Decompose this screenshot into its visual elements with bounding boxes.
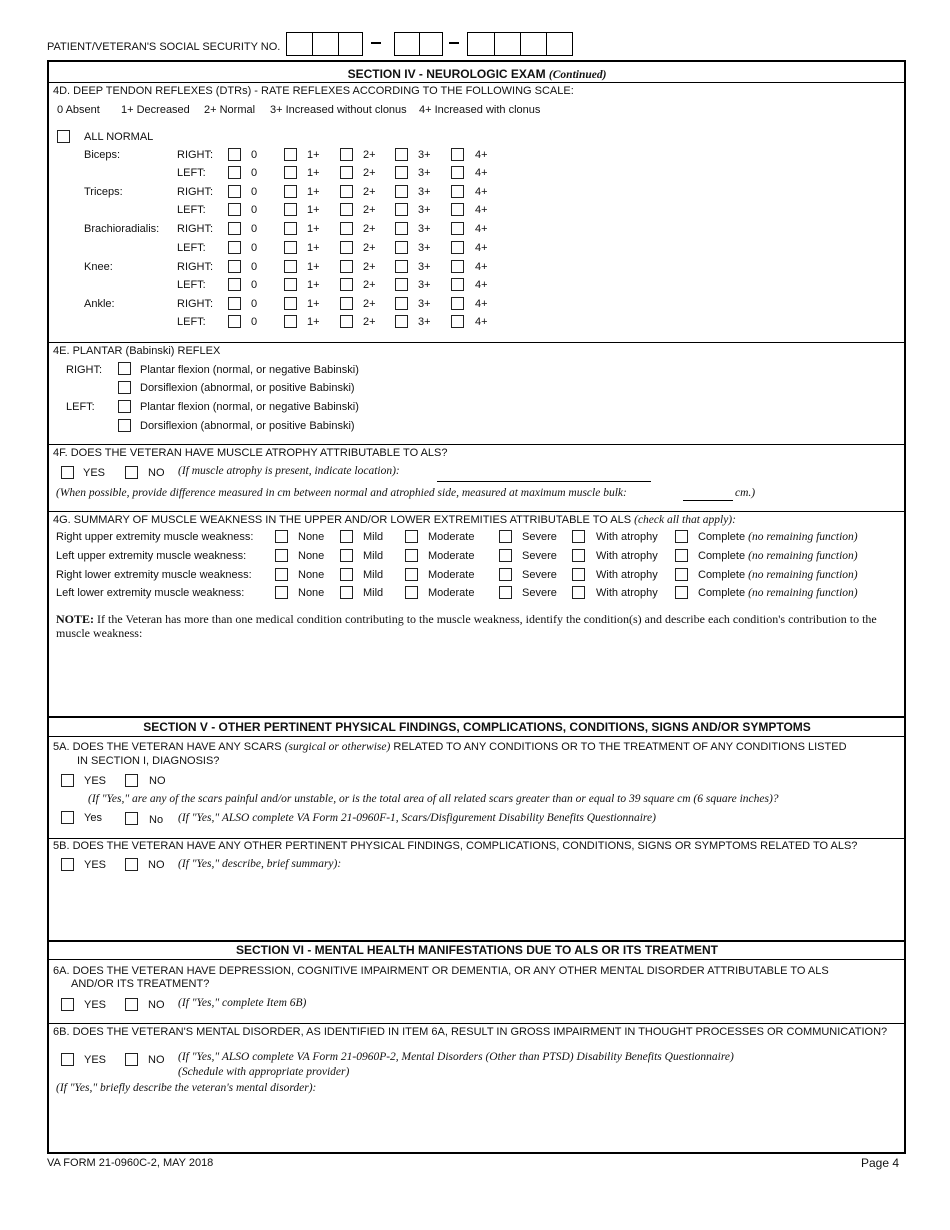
- grade-label: 1+: [307, 316, 320, 328]
- weakness-row-label-left-upper: Left upper extremity muscle weakness:: [56, 550, 247, 562]
- side-label-right: RIGHT:: [177, 149, 214, 161]
- left-lower-severe-checkbox[interactable]: [499, 586, 512, 599]
- all-normal-label: ALL NORMAL: [84, 131, 154, 143]
- grade-label: 2+: [363, 242, 376, 254]
- atrophy-location-field[interactable]: [437, 481, 651, 482]
- weakness-option-label: Moderate: [428, 587, 475, 599]
- grade-label: 1+: [307, 204, 320, 216]
- biceps-right-grade-3-checkbox[interactable]: [395, 148, 408, 161]
- grade-label: 2+: [363, 167, 376, 179]
- triceps-left-grade-2-checkbox[interactable]: [340, 203, 353, 216]
- ankle-left-grade-2-checkbox[interactable]: [340, 315, 353, 328]
- left-upper-severe-checkbox[interactable]: [499, 549, 512, 562]
- scars-no-label: NO: [149, 775, 166, 787]
- weakness-question: 4G. SUMMARY OF MUSCLE WEAKNESS IN THE UPPER AND/OR LOWER EXTREMITIES ATTRIBUTABLE TO ALS (check all that apply):: [53, 514, 736, 526]
- weakness-row-label-right-upper: Right upper extremity muscle weakness:: [56, 531, 254, 543]
- brachioradialis-left-grade-2-checkbox[interactable]: [340, 241, 353, 254]
- biceps-left-grade-1-checkbox[interactable]: [284, 166, 297, 179]
- knee-left-grade-4-checkbox[interactable]: [451, 278, 464, 291]
- grade-label: 1+: [307, 298, 320, 310]
- other-findings-note: (If "Yes," describe, brief summary):: [178, 858, 342, 870]
- plantar-right-flexion-checkbox[interactable]: [118, 362, 131, 375]
- weakness-option-label: Severe: [522, 531, 557, 543]
- grade-label: 0: [251, 242, 258, 254]
- knee-left-grade-1-checkbox[interactable]: [284, 278, 297, 291]
- weakness-note: NOTE: If the Veteran has more than one medical condition contributing to the muscle weakness, identify the condition(s) and describe each condition's contribution to the muscle weakness:: [56, 612, 877, 640]
- scars-yes-checkbox[interactable]: [61, 774, 74, 787]
- grade-label: 4+: [475, 204, 488, 216]
- triceps-right-grade-3-checkbox[interactable]: [395, 185, 408, 198]
- reflex-label-ankle: Ankle:: [84, 298, 115, 310]
- triceps-left-grade-3-checkbox[interactable]: [395, 203, 408, 216]
- left-upper-none-checkbox[interactable]: [275, 549, 288, 562]
- grade-label: 2+: [363, 298, 376, 310]
- complete-note: (no remaining function): [748, 569, 858, 581]
- section-4-title: SECTION IV - NEUROLOGIC EXAM (Continued): [347, 67, 607, 81]
- right-lower-none-checkbox[interactable]: [275, 568, 288, 581]
- plantar-question: 4E. PLANTAR (Babinski) REFLEX: [53, 345, 221, 357]
- left-lower-complete-checkbox[interactable]: [675, 586, 688, 599]
- left-upper-complete-checkbox[interactable]: [675, 549, 688, 562]
- brachioradialis-right-grade-2-checkbox[interactable]: [340, 222, 353, 235]
- weakness-option-label: Severe: [522, 587, 557, 599]
- weakness-option-label: Mild: [363, 587, 384, 599]
- side-label-right: RIGHT:: [177, 261, 214, 273]
- atrophy-location-note: (If muscle atrophy is present, indicate location):: [178, 465, 400, 477]
- left-upper-moderate-checkbox[interactable]: [405, 549, 418, 562]
- left-lower-moderate-checkbox[interactable]: [405, 586, 418, 599]
- triceps-left-grade-4-checkbox[interactable]: [451, 203, 464, 216]
- right-upper-with-atrophy-checkbox[interactable]: [572, 530, 585, 543]
- biceps-left-grade-2-checkbox[interactable]: [340, 166, 353, 179]
- page-number: Page 4: [861, 1156, 900, 1170]
- ankle-left-grade-4-checkbox[interactable]: [451, 315, 464, 328]
- ankle-left-grade-0-checkbox[interactable]: [228, 315, 241, 328]
- knee-left-grade-3-checkbox[interactable]: [395, 278, 408, 291]
- grade-label: 3+: [418, 279, 431, 291]
- weakness-option-label: Moderate: [428, 569, 475, 581]
- reflex-label-biceps: Biceps:: [84, 149, 121, 161]
- left-lower-with-atrophy-checkbox[interactable]: [572, 586, 585, 599]
- grade-label: 3+: [418, 298, 431, 310]
- ssn-part2-field[interactable]: [394, 32, 443, 56]
- mental-note: (If "Yes," complete Item 6B): [178, 997, 307, 1009]
- knee-right-grade-1-checkbox[interactable]: [284, 260, 297, 273]
- ankle-left-grade-1-checkbox[interactable]: [284, 315, 297, 328]
- ankle-right-grade-2-checkbox[interactable]: [340, 297, 353, 310]
- right-lower-severe-checkbox[interactable]: [499, 568, 512, 581]
- scars-painful-yes-label: Yes: [84, 812, 102, 824]
- right-upper-mild-checkbox[interactable]: [340, 530, 353, 543]
- side-label-left: LEFT:: [177, 242, 206, 254]
- triceps-left-grade-0-checkbox[interactable]: [228, 203, 241, 216]
- grade-label: 1+: [307, 242, 320, 254]
- weakness-option-label: Severe: [522, 569, 557, 581]
- grade-label: 1+: [307, 279, 320, 291]
- scars-form-note: (If "Yes," ALSO complete VA Form 21-0960F-1, Scars/Disfigurement Disability Benefits Questionnaire): [178, 812, 656, 824]
- grade-label: 2+: [363, 261, 376, 273]
- plantar-right-flexion-label: Plantar flexion (normal, or negative Babinski): [140, 364, 359, 376]
- grade-label: 0: [251, 167, 258, 179]
- grade-label: 1+: [307, 261, 320, 273]
- grade-label: 3+: [418, 261, 431, 273]
- left-upper-mild-checkbox[interactable]: [340, 549, 353, 562]
- plantar-right-dorsiflexion-checkbox[interactable]: [118, 381, 131, 394]
- knee-right-grade-0-checkbox[interactable]: [228, 260, 241, 273]
- grade-label: 4+: [475, 316, 488, 328]
- right-upper-none-checkbox[interactable]: [275, 530, 288, 543]
- ssn-part3-field[interactable]: [467, 32, 573, 56]
- grade-label: 3+: [418, 167, 431, 179]
- brachioradialis-left-grade-4-checkbox[interactable]: [451, 241, 464, 254]
- side-label-left: LEFT:: [177, 316, 206, 328]
- side-label-right: RIGHT:: [177, 186, 214, 198]
- biceps-left-grade-4-checkbox[interactable]: [451, 166, 464, 179]
- scars-question: 5A. DOES THE VETERAN HAVE ANY SCARS (surgical or otherwise) RELATED TO ANY CONDITIONS OR TO THE TREATMENT OF ANY CONDITIONS LISTED: [53, 741, 847, 753]
- atrophy-yes-checkbox[interactable]: [61, 466, 74, 479]
- side-label-left: LEFT:: [177, 279, 206, 291]
- scars-yes-label: YES: [84, 775, 107, 787]
- weakness-option-label: Complete (no remaining function): [698, 550, 858, 562]
- plantar-right-label: RIGHT:: [66, 364, 103, 376]
- grade-label: 4+: [475, 149, 488, 161]
- brachioradialis-right-grade-3-checkbox[interactable]: [395, 222, 408, 235]
- plantar-left-dorsiflexion-checkbox[interactable]: [118, 419, 131, 432]
- grade-label: 1+: [307, 223, 320, 235]
- complete-note: (no remaining function): [748, 587, 858, 599]
- weakness-option-label: Complete (no remaining function): [698, 531, 858, 543]
- scars-painful-yes-checkbox[interactable]: [61, 811, 74, 824]
- atrophy-question: 4F. DOES THE VETERAN HAVE MUSCLE ATROPHY ATTRIBUTABLE TO ALS?: [53, 447, 448, 459]
- atrophy-no-label: NO: [148, 467, 165, 479]
- weakness-option-label: Severe: [522, 550, 557, 562]
- ankle-right-grade-0-checkbox[interactable]: [228, 297, 241, 310]
- ankle-right-grade-3-checkbox[interactable]: [395, 297, 408, 310]
- grade-label: 3+: [418, 316, 431, 328]
- complete-note: (no remaining function): [748, 550, 858, 562]
- brachioradialis-right-grade-1-checkbox[interactable]: [284, 222, 297, 235]
- grade-label: 4+: [475, 261, 488, 273]
- other-findings-no-checkbox[interactable]: [125, 858, 138, 871]
- left-lower-mild-checkbox[interactable]: [340, 586, 353, 599]
- gross-impairment-yes-label: YES: [84, 1054, 107, 1066]
- right-lower-with-atrophy-checkbox[interactable]: [572, 568, 585, 581]
- grade-label: 2+: [363, 223, 376, 235]
- dtr-scale-0: 0 Absent: [57, 104, 100, 116]
- right-lower-mild-checkbox[interactable]: [340, 568, 353, 581]
- brachioradialis-right-grade-4-checkbox[interactable]: [451, 222, 464, 235]
- right-upper-moderate-checkbox[interactable]: [405, 530, 418, 543]
- grade-label: 4+: [475, 223, 488, 235]
- side-label-left: LEFT:: [177, 167, 206, 179]
- grade-label: 1+: [307, 186, 320, 198]
- ankle-right-grade-1-checkbox[interactable]: [284, 297, 297, 310]
- weakness-option-label: None: [298, 587, 325, 599]
- ankle-right-grade-4-checkbox[interactable]: [451, 297, 464, 310]
- weakness-option-label: Moderate: [428, 531, 475, 543]
- grade-label: 0: [251, 204, 258, 216]
- grade-label: 1+: [307, 149, 320, 161]
- gross-impairment-no-checkbox[interactable]: [125, 1053, 138, 1066]
- grade-label: 4+: [475, 298, 488, 310]
- brachioradialis-left-grade-3-checkbox[interactable]: [395, 241, 408, 254]
- grade-label: 2+: [363, 186, 376, 198]
- weakness-option-label: None: [298, 550, 325, 562]
- ssn-dash: [371, 42, 381, 44]
- grade-label: 3+: [418, 242, 431, 254]
- weakness-option-label: Mild: [363, 531, 384, 543]
- biceps-left-grade-0-checkbox[interactable]: [228, 166, 241, 179]
- weakness-option-label: With atrophy: [596, 587, 658, 599]
- mental-no-label: NO: [148, 999, 165, 1011]
- weakness-option-label: None: [298, 569, 325, 581]
- gross-impairment-note: (If "Yes," ALSO complete VA Form 21-0960P-2, Mental Disorders (Other than PTSD) Disability Benefits Questionnaire): [178, 1051, 734, 1063]
- weakness-row-label-right-lower: Right lower extremity muscle weakness:: [56, 569, 252, 581]
- dtr-scale-4: 4+ Increased with clonus: [419, 104, 541, 116]
- biceps-right-grade-1-checkbox[interactable]: [284, 148, 297, 161]
- grade-label: 0: [251, 279, 258, 291]
- left-upper-with-atrophy-checkbox[interactable]: [572, 549, 585, 562]
- left-lower-none-checkbox[interactable]: [275, 586, 288, 599]
- side-label-right: RIGHT:: [177, 223, 214, 235]
- scars-painful-no-checkbox[interactable]: [125, 812, 138, 825]
- dtr-scale-1: 1+ Decreased: [121, 104, 190, 116]
- plantar-left-dorsiflexion-label: Dorsiflexion (abnormal, or positive Babinski): [140, 420, 355, 432]
- weakness-option-label: Complete (no remaining function): [698, 587, 858, 599]
- knee-left-grade-2-checkbox[interactable]: [340, 278, 353, 291]
- grade-label: 3+: [418, 186, 431, 198]
- right-lower-complete-checkbox[interactable]: [675, 568, 688, 581]
- grade-label: 4+: [475, 186, 488, 198]
- reflex-label-triceps: Triceps:: [84, 186, 123, 198]
- side-label-left: LEFT:: [177, 204, 206, 216]
- other-findings-question: 5B. DOES THE VETERAN HAVE ANY OTHER PERTINENT PHYSICAL FINDINGS, COMPLICATIONS, CONDITIONS, SIGNS OR SYMPTOMS RELATED TO ALS?: [53, 840, 858, 852]
- reflex-label-brachioradialis: Brachioradialis:: [84, 223, 160, 235]
- scars-painful-note: (If "Yes," are any of the scars painful and/or unstable, or is the total area of all related scars greater than or equal to 39 square cm (6 square inches)?: [88, 793, 779, 805]
- grade-label: 3+: [418, 149, 431, 161]
- grade-label: 0: [251, 149, 258, 161]
- brachioradialis-right-grade-0-checkbox[interactable]: [228, 222, 241, 235]
- section-6-title: SECTION VI - MENTAL HEALTH MANIFESTATIONS DUE TO ALS OR ITS TREATMENT: [236, 943, 718, 957]
- grade-label: 3+: [418, 223, 431, 235]
- plantar-right-dorsiflexion-label: Dorsiflexion (abnormal, or positive Babinski): [140, 382, 355, 394]
- triceps-right-grade-0-checkbox[interactable]: [228, 185, 241, 198]
- ssn-label: PATIENT/VETERAN'S SOCIAL SECURITY NO.: [47, 41, 281, 53]
- gross-impairment-note-2: (Schedule with appropriate provider): [178, 1066, 350, 1078]
- triceps-right-grade-2-checkbox[interactable]: [340, 185, 353, 198]
- gross-impairment-yes-checkbox[interactable]: [61, 1053, 74, 1066]
- right-upper-complete-checkbox[interactable]: [675, 530, 688, 543]
- reflex-label-knee: Knee:: [84, 261, 113, 273]
- ssn-part1-field[interactable]: [286, 32, 363, 56]
- dtr-question: 4D. DEEP TENDON REFLEXES (DTRs) - RATE REFLEXES ACCORDING TO THE FOLLOWING SCALE:: [53, 85, 574, 97]
- triceps-right-grade-1-checkbox[interactable]: [284, 185, 297, 198]
- grade-label: 2+: [363, 204, 376, 216]
- biceps-left-grade-3-checkbox[interactable]: [395, 166, 408, 179]
- weakness-option-label: With atrophy: [596, 531, 658, 543]
- grade-label: 4+: [475, 242, 488, 254]
- gross-impairment-no-label: NO: [148, 1054, 165, 1066]
- brachioradialis-left-grade-0-checkbox[interactable]: [228, 241, 241, 254]
- mental-no-checkbox[interactable]: [125, 998, 138, 1011]
- biceps-right-grade-0-checkbox[interactable]: [228, 148, 241, 161]
- mental-question: 6A. DOES THE VETERAN HAVE DEPRESSION, COGNITIVE IMPAIRMENT OR DEMENTIA, OR ANY OTHER MENTAL DISORDER ATTRIBUTABLE TO ALS: [53, 965, 829, 977]
- atrophy-measure-note: (When possible, provide difference measured in cm between normal and atrophied side, measured at maximum muscle bulk:: [56, 487, 627, 499]
- mental-yes-checkbox[interactable]: [61, 998, 74, 1011]
- grade-label: 0: [251, 223, 258, 235]
- complete-note: (no remaining function): [748, 531, 858, 543]
- dtr-scale-2: 2+ Normal: [204, 104, 256, 116]
- atrophy-no-checkbox[interactable]: [125, 466, 138, 479]
- right-upper-severe-checkbox[interactable]: [499, 530, 512, 543]
- plantar-left-flexion-label: Plantar flexion (normal, or negative Babinski): [140, 401, 359, 413]
- other-findings-yes-checkbox[interactable]: [61, 858, 74, 871]
- weakness-option-label: None: [298, 531, 325, 543]
- grade-label: 2+: [363, 279, 376, 291]
- biceps-right-grade-4-checkbox[interactable]: [451, 148, 464, 161]
- ankle-left-grade-3-checkbox[interactable]: [395, 315, 408, 328]
- other-findings-yes-label: YES: [84, 859, 107, 871]
- weakness-option-label: With atrophy: [596, 569, 658, 581]
- weakness-row-label-left-lower: Left lower extremity muscle weakness:: [56, 587, 245, 599]
- weakness-option-label: With atrophy: [596, 550, 658, 562]
- weakness-option-label: Mild: [363, 569, 384, 581]
- grade-label: 0: [251, 186, 258, 198]
- grade-label: 4+: [475, 167, 488, 179]
- grade-label: 0: [251, 316, 258, 328]
- plantar-left-flexion-checkbox[interactable]: [118, 400, 131, 413]
- grade-label: 0: [251, 298, 258, 310]
- grade-label: 2+: [363, 149, 376, 161]
- knee-left-grade-0-checkbox[interactable]: [228, 278, 241, 291]
- biceps-right-grade-2-checkbox[interactable]: [340, 148, 353, 161]
- knee-right-grade-4-checkbox[interactable]: [451, 260, 464, 273]
- triceps-right-grade-4-checkbox[interactable]: [451, 185, 464, 198]
- scars-question-line2: IN SECTION I, DIAGNOSIS?: [77, 755, 220, 767]
- grade-label: 4+: [475, 279, 488, 291]
- atrophy-measure-unit: cm.): [735, 487, 756, 499]
- grade-label: 0: [251, 261, 258, 273]
- ssn-dash: [449, 42, 459, 44]
- scars-no-checkbox[interactable]: [125, 774, 138, 787]
- side-label-right: RIGHT:: [177, 298, 214, 310]
- atrophy-measure-field[interactable]: [683, 500, 733, 501]
- knee-right-grade-2-checkbox[interactable]: [340, 260, 353, 273]
- plantar-left-label: LEFT:: [66, 401, 95, 413]
- weakness-option-label: Complete (no remaining function): [698, 569, 858, 581]
- mental-question-line2: AND/OR ITS TREATMENT?: [71, 978, 210, 990]
- brachioradialis-left-grade-1-checkbox[interactable]: [284, 241, 297, 254]
- dtr-scale-3: 3+ Increased without clonus: [270, 104, 407, 116]
- grade-label: 1+: [307, 167, 320, 179]
- form-id: VA FORM 21-0960C-2, MAY 2018: [47, 1157, 214, 1169]
- scars-painful-no-label: No: [149, 814, 164, 826]
- right-lower-moderate-checkbox[interactable]: [405, 568, 418, 581]
- section-5-title: SECTION V - OTHER PERTINENT PHYSICAL FINDINGS, COMPLICATIONS, CONDITIONS, SIGNS AND/OR SYMPTOMS: [143, 720, 811, 734]
- atrophy-yes-label: YES: [83, 467, 106, 479]
- grade-label: 2+: [363, 316, 376, 328]
- weakness-option-label: Moderate: [428, 550, 475, 562]
- triceps-left-grade-1-checkbox[interactable]: [284, 203, 297, 216]
- other-findings-no-label: NO: [148, 859, 165, 871]
- all-normal-checkbox[interactable]: [57, 130, 70, 143]
- grade-label: 3+: [418, 204, 431, 216]
- knee-right-grade-3-checkbox[interactable]: [395, 260, 408, 273]
- weakness-option-label: Mild: [363, 550, 384, 562]
- gross-impairment-question: 6B. DOES THE VETERAN'S MENTAL DISORDER, AS IDENTIFIED IN ITEM 6A, RESULT IN GROSS IMPAIRMENT IN THOUGHT PROCESSES OR COMMUNICATION?: [53, 1026, 888, 1038]
- mental-describe-note: (If "Yes," briefly describe the veteran's mental disorder):: [56, 1082, 317, 1094]
- mental-yes-label: YES: [84, 999, 107, 1011]
